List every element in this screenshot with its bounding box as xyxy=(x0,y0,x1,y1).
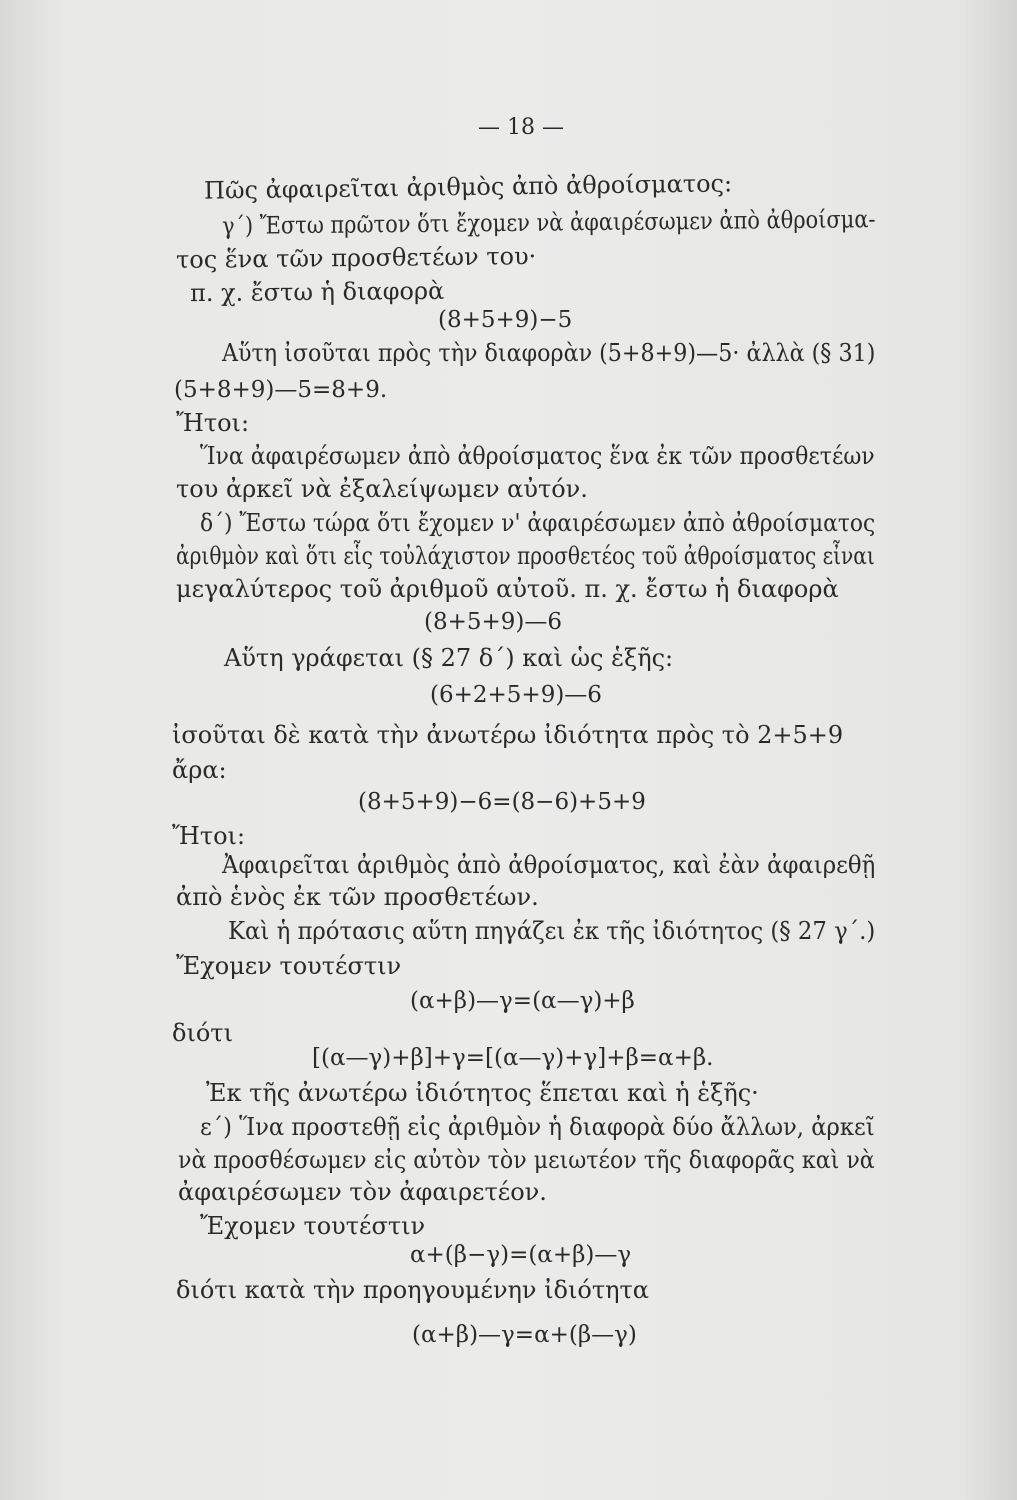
text-line: γ΄) Ἔστω πρῶτον ὅτι ἔχομεν νὰ ἀφαιρέσωμεν ἀπὸ ἀθροίσμα- xyxy=(221,205,876,240)
formula: [(α—γ)+β]+γ=[(α—γ)+γ]+β=α+β. xyxy=(312,1045,714,1071)
text-line: ἄρα: xyxy=(172,756,227,784)
text-line: δ΄) Ἔστω τώρα ὅτι ἔχομεν ν' ἀφαιρέσωμεν ἀπὸ ἀθροίσματος xyxy=(200,509,876,537)
formula: (8+5+9)−5 xyxy=(438,307,573,333)
formula: (5+8+9)—5=8+9. xyxy=(174,377,388,403)
formula: (α+β)—γ=α+(β—γ) xyxy=(412,1322,637,1348)
text-line: Ἐκ τῆς ἀνωτέρω ἰδιότητος ἕπεται καὶ ἡ ἑξῆς· xyxy=(206,1079,759,1107)
text-line: ἀριθμὸν καὶ ὅτι εἷς τοὐλάχιστον προσθετέος τοῦ ἀθροίσματος εἶναι xyxy=(176,542,875,570)
formula: (8+5+9)—6 xyxy=(424,609,563,635)
text-line: Ἔχομεν τουτέστιν xyxy=(176,952,402,980)
text-line: Ἵνα ἀφαιρέσωμεν ἀπὸ ἀθροίσματος ἕνα ἐκ τῶν προσθετέων xyxy=(200,442,875,470)
text-line: ἀπὸ ἑνὸς ἐκ τῶν προσθετέων. xyxy=(176,883,539,911)
formula: (α+β)—γ=(α—γ)+β xyxy=(410,988,635,1014)
text-line: Καὶ ἡ πρότασις αὕτη πηγάζει ἐκ τῆς ἰδιότητος (§ 27 γ΄.) xyxy=(228,917,876,945)
formula: (8+5+9)−6=(8−6)+5+9 xyxy=(358,789,646,815)
text-line: ε΄) Ἵνα προστεθῇ εἰς ἀριθμὸν ἡ διαφορὰ δύο ἄλλων, ἀρκεῖ xyxy=(200,1113,875,1141)
text-line: νὰ προσθέσωμεν εἰς αὐτὸν τὸν μειωτέον τῆς διαφορᾶς καὶ νὰ xyxy=(178,1146,875,1174)
text-line: μεγαλύτερος τοῦ ἀριθμοῦ αὐτοῦ. π. χ. ἔστω ἡ διαφορὰ xyxy=(176,575,839,603)
text-line: Ἀφαιρεῖται ἀριθμὸς ἀπὸ ἀθροίσματος, καὶ ἐὰν ἀφαιρεθῇ xyxy=(222,851,876,879)
page-number: — 18 — xyxy=(478,115,564,140)
text-line: τος ἕνα τῶν προσθετέων του· xyxy=(175,242,537,274)
text-line: ἀφαιρέσωμεν τὸν ἀφαιρετέον. xyxy=(178,1178,547,1206)
text-line: π. χ. ἔστω ἡ διαφορὰ xyxy=(189,276,445,308)
text-line: του ἀρκεῖ νὰ ἐξαλείψωμεν αὐτόν. xyxy=(176,475,588,503)
text-line: Ἤτοι: xyxy=(176,409,250,437)
formula: α+(β−γ)=(α+β)—γ xyxy=(410,1242,632,1268)
text-line: Ἔχομεν τουτέστιν xyxy=(200,1212,426,1240)
formula: (6+2+5+9)—6 xyxy=(430,682,602,708)
section-heading: Πῶς ἀφαιρεῖται ἀριθμὸς ἀπὸ ἀθροίσματος: xyxy=(203,169,733,205)
text-line: ἰσοῦται δὲ κατὰ τὴν ἀνωτέρω ἰδιότητα πρὸς τὸ 2+5+9 xyxy=(172,721,844,749)
text-line: Αὕτη ἰσοῦται πρὸς τὴν διαφορὰν (5+8+9)—5· ἀλλὰ (§ 31) xyxy=(222,339,876,367)
text-line: Αὕτη γράφεται (§ 27 δ΄) καὶ ὡς ἑξῆς: xyxy=(224,644,674,672)
text-line: διότι κατὰ τὴν προηγουμένην ἰδιότητα xyxy=(176,1276,649,1304)
text-line: Ἤτοι: xyxy=(172,822,246,850)
text-line: διότι xyxy=(172,1019,233,1047)
